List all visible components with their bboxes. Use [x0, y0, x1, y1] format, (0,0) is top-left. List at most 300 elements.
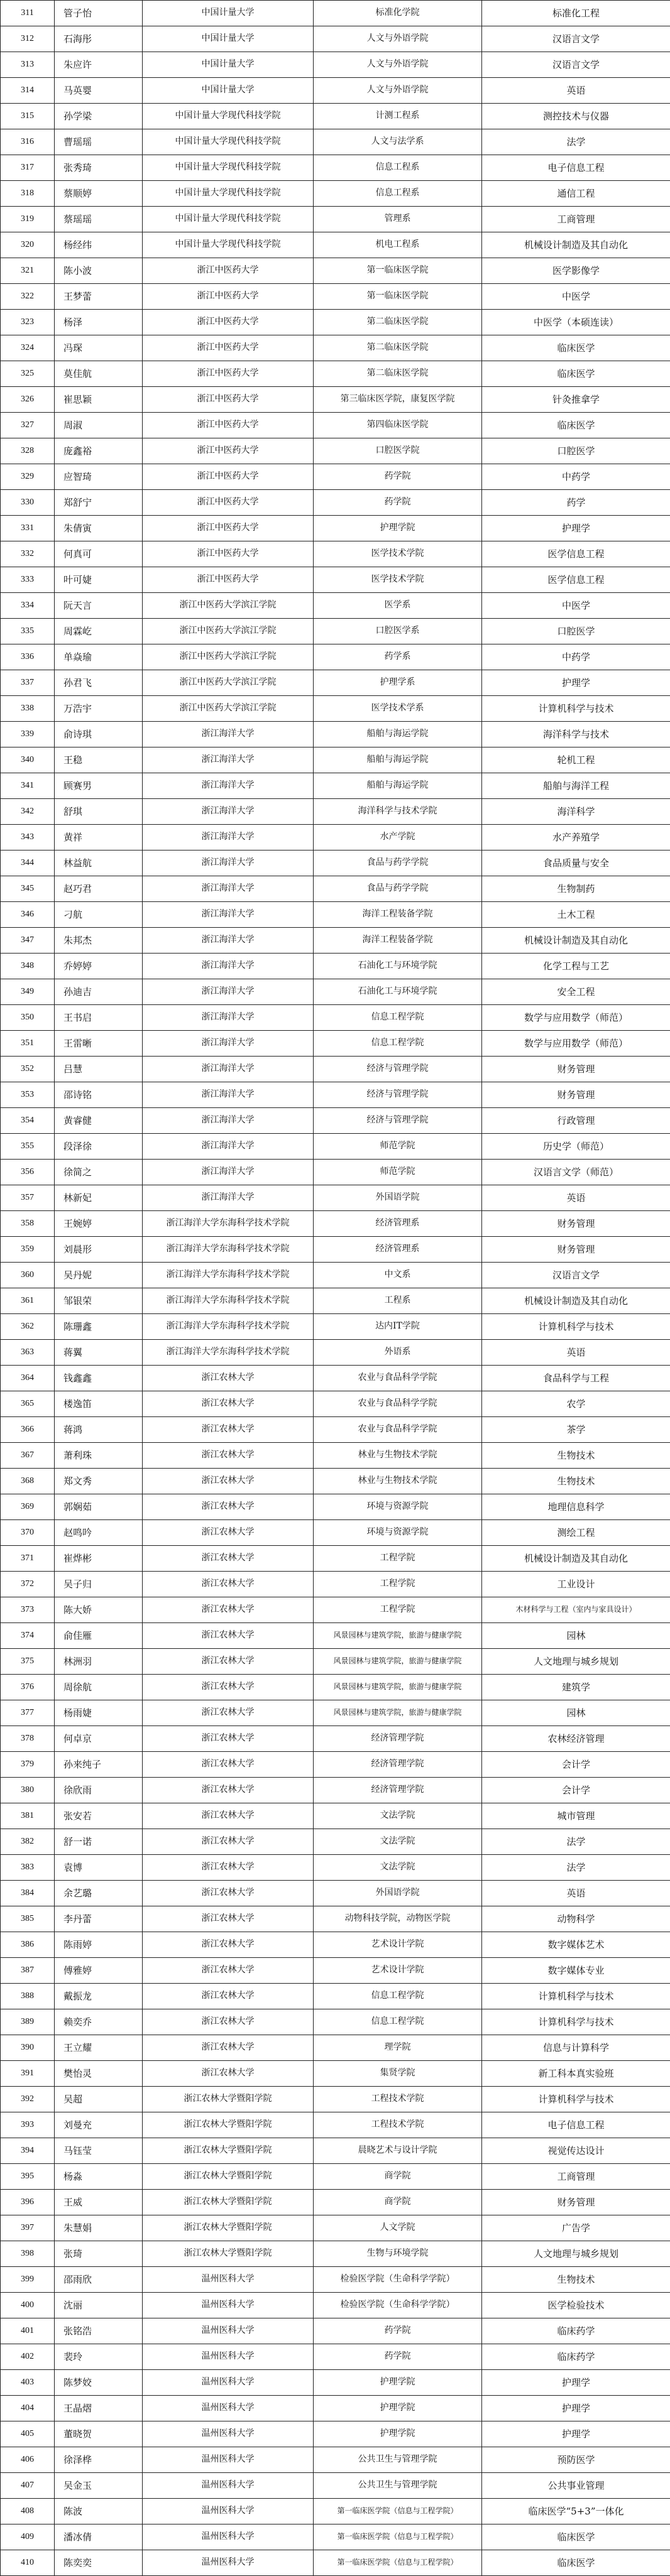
- table-row: [1, 2447, 670, 2473]
- major-name: 护理学: [482, 2370, 670, 2396]
- university-name: 浙江农林大学暨阳学院: [143, 2138, 314, 2164]
- student-name: 沈丽: [55, 2293, 143, 2318]
- college-name: 经济管理系: [314, 1237, 482, 1263]
- table-row: [1, 1726, 670, 1752]
- university-name: 浙江农林大学暨阳学院: [143, 2164, 314, 2190]
- table-row: [1, 1958, 670, 1984]
- table-row: [1, 2267, 670, 2293]
- table-row: [1, 1057, 670, 1082]
- major-name: 预防医学: [482, 2447, 670, 2473]
- row-number: 358: [1, 1211, 55, 1237]
- major-name: 临床医学: [482, 2524, 670, 2550]
- student-name: 钱鑫鑫: [55, 1366, 143, 1391]
- university-name: 中国计量大学现代科技学院: [143, 181, 314, 207]
- table-row: [1, 954, 670, 979]
- college-name: 人文学院: [314, 2215, 482, 2241]
- row-number: 355: [1, 1134, 55, 1160]
- student-name: 陈雨婷: [55, 1932, 143, 1958]
- table-row: [1, 1803, 670, 1829]
- university-name: 浙江海洋大学: [143, 1082, 314, 1108]
- major-name: 口腔医学: [482, 438, 670, 464]
- table-row: [1, 387, 670, 413]
- table-row: [1, 1932, 670, 1958]
- university-name: 浙江农林大学: [143, 1623, 314, 1649]
- table-row: [1, 1, 670, 26]
- university-name: 浙江农林大学: [143, 1855, 314, 1881]
- table-row: [1, 1906, 670, 1932]
- major-name: 财务管理: [482, 1237, 670, 1263]
- university-name: 浙江海洋大学: [143, 954, 314, 979]
- major-name: 药学: [482, 490, 670, 516]
- college-name: 信息工程学院: [314, 1031, 482, 1057]
- college-name: 护理学系: [314, 670, 482, 696]
- university-name: 浙江农林大学: [143, 1366, 314, 1391]
- table-row: [1, 1597, 670, 1623]
- student-name: 俞佳雁: [55, 1623, 143, 1649]
- row-number: 339: [1, 722, 55, 747]
- college-name: 工程学院: [314, 1597, 482, 1623]
- university-name: 中国计量大学现代科技学院: [143, 207, 314, 232]
- student-name: 刁航: [55, 902, 143, 928]
- college-name: 达内IT学院: [314, 1314, 482, 1340]
- major-name: 英语: [482, 78, 670, 104]
- student-name: 赖奕乔: [55, 2009, 143, 2035]
- major-name: 农林经济管理: [482, 1726, 670, 1752]
- student-name: 李丹蕾: [55, 1906, 143, 1932]
- row-number: 379: [1, 1752, 55, 1778]
- major-name: 会计学: [482, 1778, 670, 1803]
- major-name: 测控技术与仪器: [482, 104, 670, 129]
- college-name: 第一临床医学院（信息与工程学院）: [314, 2550, 482, 2576]
- student-name: 蔡顺婷: [55, 181, 143, 207]
- college-name: 农业与食品科学学院: [314, 1366, 482, 1391]
- row-number: 320: [1, 232, 55, 258]
- college-name: 人文与法学系: [314, 129, 482, 155]
- college-name: 经济管理系: [314, 1211, 482, 1237]
- university-name: 浙江中医药大学: [143, 541, 314, 567]
- college-name: 口腔医学系: [314, 619, 482, 644]
- table-row: [1, 2164, 670, 2190]
- student-name: 乔婷婷: [55, 954, 143, 979]
- college-name: 船舶与海运学院: [314, 722, 482, 747]
- table-row: [1, 1031, 670, 1057]
- student-name: 张秀琦: [55, 155, 143, 181]
- row-number: 334: [1, 593, 55, 619]
- student-name: 赵鸣吟: [55, 1520, 143, 1546]
- university-name: 浙江海洋大学东海科学技术学院: [143, 1288, 314, 1314]
- university-name: 浙江农林大学: [143, 1494, 314, 1520]
- university-name: 温州医科大学: [143, 2396, 314, 2421]
- student-name: 何卓京: [55, 1726, 143, 1752]
- major-name: 临床医学: [482, 335, 670, 361]
- major-name: 汉语言文学（师范）: [482, 1160, 670, 1185]
- row-number: 405: [1, 2421, 55, 2447]
- table-row: [1, 1005, 670, 1031]
- university-name: 浙江中医药大学: [143, 387, 314, 413]
- table-row: [1, 567, 670, 593]
- table-row: [1, 1185, 670, 1211]
- table-row: [1, 1288, 670, 1314]
- student-name: 徐泽桦: [55, 2447, 143, 2473]
- university-name: 浙江海洋大学: [143, 1134, 314, 1160]
- student-name: 周淑: [55, 413, 143, 438]
- table-row: [1, 207, 670, 232]
- row-number: 374: [1, 1623, 55, 1649]
- major-name: 医学信息工程: [482, 541, 670, 567]
- college-name: 海洋工程装备学院: [314, 928, 482, 954]
- row-number: 360: [1, 1263, 55, 1288]
- table-row: [1, 181, 670, 207]
- row-number: 352: [1, 1057, 55, 1082]
- row-number: 359: [1, 1237, 55, 1263]
- student-name: 吴丹妮: [55, 1263, 143, 1288]
- college-name: 生物与环境学院: [314, 2241, 482, 2267]
- university-name: 浙江农林大学: [143, 1572, 314, 1597]
- row-number: 391: [1, 2061, 55, 2087]
- table-row: [1, 593, 670, 619]
- college-name: 外语系: [314, 1340, 482, 1366]
- table-row: [1, 1391, 670, 1417]
- table-row: [1, 155, 670, 181]
- major-name: 口腔医学: [482, 619, 670, 644]
- major-name: 中药学: [482, 464, 670, 490]
- row-number: 408: [1, 2499, 55, 2524]
- table-row: [1, 2524, 670, 2550]
- college-name: 经济与管理学院: [314, 1108, 482, 1134]
- major-name: 生物制药: [482, 876, 670, 902]
- student-name: 林益航: [55, 851, 143, 876]
- college-name: 工程学院: [314, 1546, 482, 1572]
- table-row: [1, 1881, 670, 1906]
- college-name: 护理学院: [314, 2370, 482, 2396]
- university-name: 浙江海洋大学: [143, 825, 314, 851]
- table-row: [1, 1211, 670, 1237]
- table-row: [1, 2241, 670, 2267]
- row-number: 382: [1, 1829, 55, 1855]
- table-row: [1, 979, 670, 1005]
- student-name: 王立耀: [55, 2035, 143, 2061]
- student-name: 崔烨彬: [55, 1546, 143, 1572]
- college-name: 信息工程系: [314, 155, 482, 181]
- university-name: 浙江农林大学: [143, 1597, 314, 1623]
- table-row: [1, 258, 670, 284]
- student-name: 黄睿健: [55, 1108, 143, 1134]
- row-number: 316: [1, 129, 55, 155]
- major-name: 中医学: [482, 593, 670, 619]
- major-name: 化学工程与工艺: [482, 954, 670, 979]
- major-name: 水产养殖学: [482, 825, 670, 851]
- row-number: 385: [1, 1906, 55, 1932]
- table-row: [1, 644, 670, 670]
- college-name: 药学院: [314, 2318, 482, 2344]
- row-number: 372: [1, 1572, 55, 1597]
- table-row: [1, 129, 670, 155]
- table-row: [1, 2138, 670, 2164]
- row-number: 364: [1, 1366, 55, 1391]
- major-name: 机械设计制造及其自动化: [482, 232, 670, 258]
- row-number: 392: [1, 2087, 55, 2112]
- college-name: 艺术设计学院: [314, 1932, 482, 1958]
- major-name: 船舶与海洋工程: [482, 773, 670, 799]
- major-name: 数学与应用数学（师范）: [482, 1031, 670, 1057]
- student-name: 徐简之: [55, 1160, 143, 1185]
- college-name: 第一临床医学院（信息与工程学院）: [314, 2499, 482, 2524]
- university-name: 浙江农林大学暨阳学院: [143, 2215, 314, 2241]
- table-row: [1, 1417, 670, 1443]
- row-number: 356: [1, 1160, 55, 1185]
- student-name: 段泽徐: [55, 1134, 143, 1160]
- college-name: 信息工程学院: [314, 1984, 482, 2009]
- major-name: 食品科学与工程: [482, 1366, 670, 1391]
- major-name: 测绘工程: [482, 1520, 670, 1546]
- college-name: 检验医学院（生命科学学院）: [314, 2267, 482, 2293]
- student-name: 蔡瑶瑶: [55, 207, 143, 232]
- college-name: 外国语学院: [314, 1185, 482, 1211]
- college-name: 风景园林与建筑学院，旅游与健康学院: [314, 1675, 482, 1700]
- college-name: 师范学院: [314, 1160, 482, 1185]
- college-name: 管理系: [314, 207, 482, 232]
- college-name: 医学技术学院: [314, 567, 482, 593]
- college-name: 船舶与海运学院: [314, 773, 482, 799]
- table-row: [1, 876, 670, 902]
- table-row: [1, 232, 670, 258]
- table-row: [1, 1649, 670, 1675]
- student-name: 石海彤: [55, 26, 143, 52]
- university-name: 温州医科大学: [143, 2499, 314, 2524]
- student-name: 杨泽: [55, 310, 143, 335]
- student-name: 楼逸笛: [55, 1391, 143, 1417]
- row-number: 340: [1, 747, 55, 773]
- university-name: 浙江海洋大学: [143, 1108, 314, 1134]
- university-name: 浙江海洋大学: [143, 979, 314, 1005]
- major-name: 公共事业管理: [482, 2473, 670, 2499]
- row-number: 325: [1, 361, 55, 387]
- student-name: 董晓贺: [55, 2421, 143, 2447]
- major-name: 计算机科学与技术: [482, 1984, 670, 2009]
- table-row: [1, 696, 670, 722]
- college-name: 药学系: [314, 644, 482, 670]
- major-name: 中药学: [482, 644, 670, 670]
- university-name: 浙江农林大学: [143, 1700, 314, 1726]
- table-row: [1, 1546, 670, 1572]
- student-name: 潘冰倩: [55, 2524, 143, 2550]
- student-name: 余艺璐: [55, 1881, 143, 1906]
- row-number: 406: [1, 2447, 55, 2473]
- university-name: 浙江海洋大学: [143, 1005, 314, 1031]
- table-row: [1, 1494, 670, 1520]
- major-name: 医学信息工程: [482, 567, 670, 593]
- row-number: 326: [1, 387, 55, 413]
- row-number: 324: [1, 335, 55, 361]
- university-name: 温州医科大学: [143, 2318, 314, 2344]
- university-name: 浙江农林大学: [143, 1803, 314, 1829]
- university-name: 浙江中医药大学: [143, 464, 314, 490]
- college-name: 经济管理学院: [314, 1726, 482, 1752]
- student-name: 王梦蕾: [55, 284, 143, 310]
- table-row: [1, 1160, 670, 1185]
- major-name: 视觉传达设计: [482, 2138, 670, 2164]
- college-name: 护理学院: [314, 2421, 482, 2447]
- student-name: 陈珊鑫: [55, 1314, 143, 1340]
- university-name: 浙江中医药大学滨江学院: [143, 619, 314, 644]
- row-number: 398: [1, 2241, 55, 2267]
- college-name: 计测工程系: [314, 104, 482, 129]
- university-name: 浙江农林大学: [143, 1881, 314, 1906]
- university-name: 浙江中医药大学: [143, 310, 314, 335]
- university-name: 温州医科大学: [143, 2421, 314, 2447]
- student-name: 郭娴茹: [55, 1494, 143, 1520]
- major-name: 电子信息工程: [482, 2112, 670, 2138]
- major-name: 信息与计算科学: [482, 2035, 670, 2061]
- row-number: 353: [1, 1082, 55, 1108]
- major-name: 工商管理: [482, 207, 670, 232]
- student-name: 王稳: [55, 747, 143, 773]
- major-name: 英语: [482, 1185, 670, 1211]
- table-row: [1, 1263, 670, 1288]
- row-number: 378: [1, 1726, 55, 1752]
- university-name: 浙江中医药大学: [143, 567, 314, 593]
- table-row: [1, 799, 670, 825]
- major-name: 生物技术: [482, 2267, 670, 2293]
- student-name: 曹瑶瑶: [55, 129, 143, 155]
- major-name: 财务管理: [482, 2190, 670, 2215]
- student-name: 郑舒宁: [55, 490, 143, 516]
- major-name: 动物科学: [482, 1906, 670, 1932]
- university-name: 浙江海洋大学东海科学技术学院: [143, 1340, 314, 1366]
- major-name: 英语: [482, 1340, 670, 1366]
- table-row: [1, 851, 670, 876]
- table-row: [1, 1778, 670, 1803]
- major-name: 工商管理: [482, 2164, 670, 2190]
- row-number: 404: [1, 2396, 55, 2421]
- major-name: 财务管理: [482, 1211, 670, 1237]
- university-name: 浙江中医药大学: [143, 335, 314, 361]
- major-name: 法学: [482, 129, 670, 155]
- university-name: 浙江农林大学: [143, 1752, 314, 1778]
- college-name: 第一临床医学院（信息与工程学院）: [314, 2524, 482, 2550]
- student-name: 张琦: [55, 2241, 143, 2267]
- college-name: 医学系: [314, 593, 482, 619]
- university-name: 浙江农林大学暨阳学院: [143, 2087, 314, 2112]
- university-name: 浙江农林大学: [143, 2061, 314, 2087]
- college-name: 中文系: [314, 1263, 482, 1288]
- table-row: [1, 2550, 670, 2576]
- major-name: 临床药学: [482, 2344, 670, 2370]
- university-name: 温州医科大学: [143, 2550, 314, 2576]
- table-row: [1, 2087, 670, 2112]
- row-number: 357: [1, 1185, 55, 1211]
- college-name: 工程系: [314, 1288, 482, 1314]
- major-name: 新工科本真实验班: [482, 2061, 670, 2087]
- university-name: 浙江农林大学暨阳学院: [143, 2241, 314, 2267]
- university-name: 浙江中医药大学: [143, 490, 314, 516]
- row-number: 381: [1, 1803, 55, 1829]
- college-name: 食品与药学学院: [314, 876, 482, 902]
- table-row: [1, 1082, 670, 1108]
- student-name: 马英婴: [55, 78, 143, 104]
- table-row: [1, 928, 670, 954]
- table-row: [1, 413, 670, 438]
- university-name: 温州医科大学: [143, 2267, 314, 2293]
- table-row: [1, 1675, 670, 1700]
- major-name: 广告学: [482, 2215, 670, 2241]
- university-name: 浙江农林大学: [143, 2035, 314, 2061]
- table-row: [1, 619, 670, 644]
- student-name: 万浩宇: [55, 696, 143, 722]
- table-row: [1, 773, 670, 799]
- row-number: 390: [1, 2035, 55, 2061]
- row-number: 396: [1, 2190, 55, 2215]
- college-name: 第一临床医学院: [314, 284, 482, 310]
- college-name: 第二临床医学院: [314, 310, 482, 335]
- college-name: 理学院: [314, 2035, 482, 2061]
- table-row: [1, 516, 670, 541]
- row-number: 375: [1, 1649, 55, 1675]
- college-name: 护理学院: [314, 2396, 482, 2421]
- row-number: 350: [1, 1005, 55, 1031]
- student-name: 周霖屹: [55, 619, 143, 644]
- college-name: 风景园林与建筑学院，旅游与健康学院: [314, 1623, 482, 1649]
- row-number: 399: [1, 2267, 55, 2293]
- student-name: 王书启: [55, 1005, 143, 1031]
- row-number: 331: [1, 516, 55, 541]
- major-name: 海洋科学与技术: [482, 722, 670, 747]
- college-name: 信息工程学院: [314, 1005, 482, 1031]
- college-name: 风景园林与建筑学院，旅游与健康学院: [314, 1700, 482, 1726]
- table-row: [1, 2499, 670, 2524]
- major-name: 安全工程: [482, 979, 670, 1005]
- row-number: 329: [1, 464, 55, 490]
- student-name: 樊怡灵: [55, 2061, 143, 2087]
- college-name: 第二临床医学院: [314, 361, 482, 387]
- row-number: 315: [1, 104, 55, 129]
- row-number: 318: [1, 181, 55, 207]
- college-name: 医学技术学院: [314, 541, 482, 567]
- university-name: 中国计量大学现代科技学院: [143, 104, 314, 129]
- student-name: 应智琦: [55, 464, 143, 490]
- row-number: 388: [1, 1984, 55, 2009]
- university-name: 浙江农林大学: [143, 1675, 314, 1700]
- student-name: 何真可: [55, 541, 143, 567]
- student-name: 裴玲: [55, 2344, 143, 2370]
- major-name: 中医学: [482, 284, 670, 310]
- major-name: 园林: [482, 1700, 670, 1726]
- row-number: 321: [1, 258, 55, 284]
- row-number: 361: [1, 1288, 55, 1314]
- university-name: 浙江海洋大学: [143, 799, 314, 825]
- major-name: 财务管理: [482, 1057, 670, 1082]
- student-name: 崔思颖: [55, 387, 143, 413]
- college-name: 第三临床医学院，康复医学院: [314, 387, 482, 413]
- major-name: 通信工程: [482, 181, 670, 207]
- row-number: 395: [1, 2164, 55, 2190]
- table-row: [1, 26, 670, 52]
- row-number: 319: [1, 207, 55, 232]
- table-row: [1, 2009, 670, 2035]
- table-row: [1, 1469, 670, 1494]
- college-name: 第一临床医学院: [314, 258, 482, 284]
- major-name: 数字媒体艺术: [482, 1932, 670, 1958]
- college-name: 经济与管理学院: [314, 1057, 482, 1082]
- college-name: 水产学院: [314, 825, 482, 851]
- row-number: 347: [1, 928, 55, 954]
- college-name: 商学院: [314, 2164, 482, 2190]
- college-name: 林业与生物技术学院: [314, 1443, 482, 1469]
- student-name: 杨经纬: [55, 232, 143, 258]
- major-name: 地理信息科学: [482, 1494, 670, 1520]
- major-name: 计算机科学与技术: [482, 2087, 670, 2112]
- student-name: 蒋鸿: [55, 1417, 143, 1443]
